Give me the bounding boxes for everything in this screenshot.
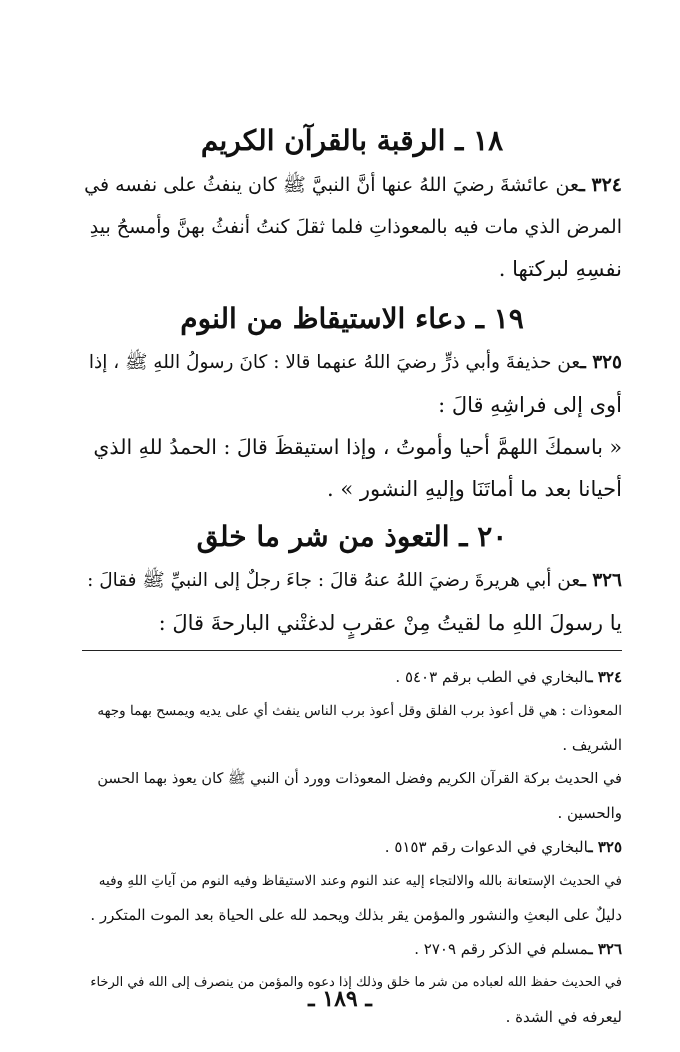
page-number: ـ ١٨٩ ـ (308, 986, 372, 1012)
hadith-line: المرض الذي مات فيه بالمعوذاتِ فلما ثقلَ كنتُ أنفثُ بهنَّ وأمسحُ بيدِ (89, 216, 622, 238)
hadith-325 (82, 342, 622, 510)
hadith-324 (82, 164, 622, 290)
hadith-number: ٣٢٥ ـ (580, 352, 622, 373)
hadith-line: عن أبي هريرةَ رضيَ اللهُ عنهُ قالَ : جاءَ رجلٌ إلى النبيِّ ﷺ فقالَ : (87, 570, 581, 591)
hadith-number: ٣٢٦ ـ (580, 570, 622, 591)
footnotes (82, 660, 622, 1034)
hadith-326 (82, 560, 622, 644)
hadith-line: عن عائشةَ رضيَ اللهُ عنها أنَّ النبيَّ ﷺ كان ينفثُ على نفسه في (84, 174, 580, 196)
section-19-heading: ١٩ ـ دعاء الاستيقاظ من النوم (180, 302, 524, 335)
footnote-divider (82, 650, 622, 651)
footnote-line: ليعرفه في الشدة . (505, 1008, 622, 1026)
hadith-line: عن حذيفةَ وأبي ذرٍّ رضيَ اللهُ عنهما قالا : كانَ رسولُ اللهِ ﷺ ، إذا (88, 352, 581, 373)
hadith-line: أحيانا بعد ما أماتَنَا وإليهِ النشور » . (326, 477, 622, 501)
footnote-line: الشريف . (562, 736, 622, 754)
hadith-line: يا رسولَ اللهِ ما لقيتُ مِنْ عقربٍ لدغتْني البارحةَ قالَ : (158, 611, 622, 635)
footnote-line: ٣٢٦ ـمسلم في الذكر رقم ٢٧٠٩ . (414, 940, 622, 958)
footnote-line: دليلٌ على البعثِ والنشور والمؤمن يقر بذلك ويحمد لله على الحياة بعد الموت المتكرر . (90, 906, 622, 924)
footnote-line: المعوذات : هي قل أعوذ برب الفلق وقل أعوذ برب الناس ينفث أي على يديه ويمسح بهما وجهه (97, 703, 622, 719)
section-18-heading: ١٨ ـ الرقبة بالقرآن الكريم (200, 124, 504, 157)
footnote-line: في الحديث بركة القرآن الكريم وفضل المعوذات وورد أن النبي ﷺ كان يعوذ بهما الحسن (97, 771, 622, 787)
hadith-number: ٣٢٤ ـ (579, 174, 622, 196)
hadith-line: أوى إلى فراشِهِ قالَ : (438, 393, 622, 417)
hadith-line: « باسمكَ اللهمَّ أحيا وأموتُ ، وإذا استيقظَ قالَ : الحمدُ للهِ الذي (93, 435, 622, 459)
footnote-line: والحسين . (557, 804, 622, 822)
footnote-line: في الحديث الإستعانة بالله والالتجاء إليه عند النوم وعند الاستيقاظ وفيه النوم من آياتِ اللهِ وفيه (98, 873, 622, 889)
footnote-line: ٣٢٤ ـالبخاري في الطب برقم ٥٤٠٣ . (395, 668, 622, 686)
hadith-line: نفسِهِ لبركتها . (498, 257, 622, 281)
page-body (82, 118, 622, 644)
footnote-line: في الحديث حفظ الله لعباده من شر ما خلق وذلك إذا دعوه والمؤمن من ينصرف إلى الله في الرخاء (90, 975, 622, 990)
section-20-heading: ٢٠ ـ التعوذ من شر ما خلق (196, 520, 508, 553)
footnote-line: ٣٢٥ ـالبخاري في الدعوات رقم ٥١٥٣ . (384, 838, 622, 856)
